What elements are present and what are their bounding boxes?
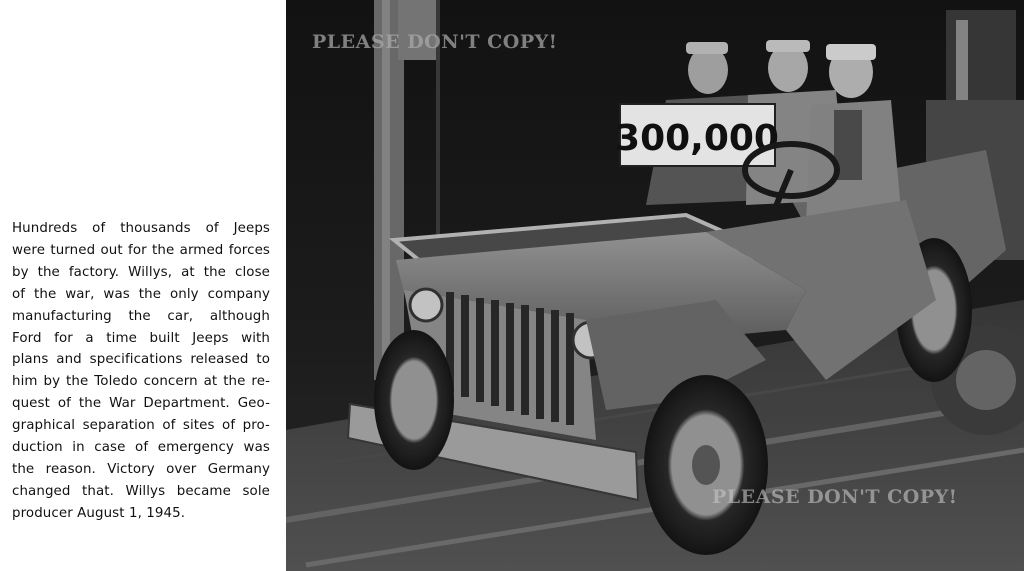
caption-line: were turned out for the armed forces bbox=[12, 242, 270, 258]
caption-text bbox=[12, 218, 270, 525]
watermark-bottom: PLEASE DON'T COPY! bbox=[712, 486, 958, 508]
caption-line: quest of the War Department. Geo- bbox=[12, 396, 270, 412]
caption-line: Hundreds of thousands of Jeeps bbox=[12, 221, 270, 236]
caption-line: duction in case of emergency was bbox=[12, 440, 270, 456]
caption-line: graphical separation of sites of pro- bbox=[12, 418, 270, 434]
caption-line: producer August 1, 1945. bbox=[12, 505, 186, 521]
caption-line: by the factory. Willys, at the close bbox=[12, 264, 270, 280]
jeep-photo bbox=[286, 0, 1024, 571]
caption-line: changed that. Willys became sole bbox=[12, 483, 270, 499]
caption-line: manufacturing the car, although bbox=[12, 308, 270, 324]
caption-line: him by the Toledo concern at the re- bbox=[12, 374, 270, 390]
caption-line: of the war, was the only company bbox=[12, 286, 270, 302]
sign-text: 300,000 bbox=[615, 118, 779, 159]
caption-line: the reason. Victory over Germany bbox=[12, 461, 270, 477]
caption-line: plans and specifications released to bbox=[12, 352, 270, 368]
caption-line: Ford for a time built Jeeps with bbox=[12, 330, 270, 346]
watermark-top: PLEASE DON'T COPY! bbox=[312, 31, 558, 53]
